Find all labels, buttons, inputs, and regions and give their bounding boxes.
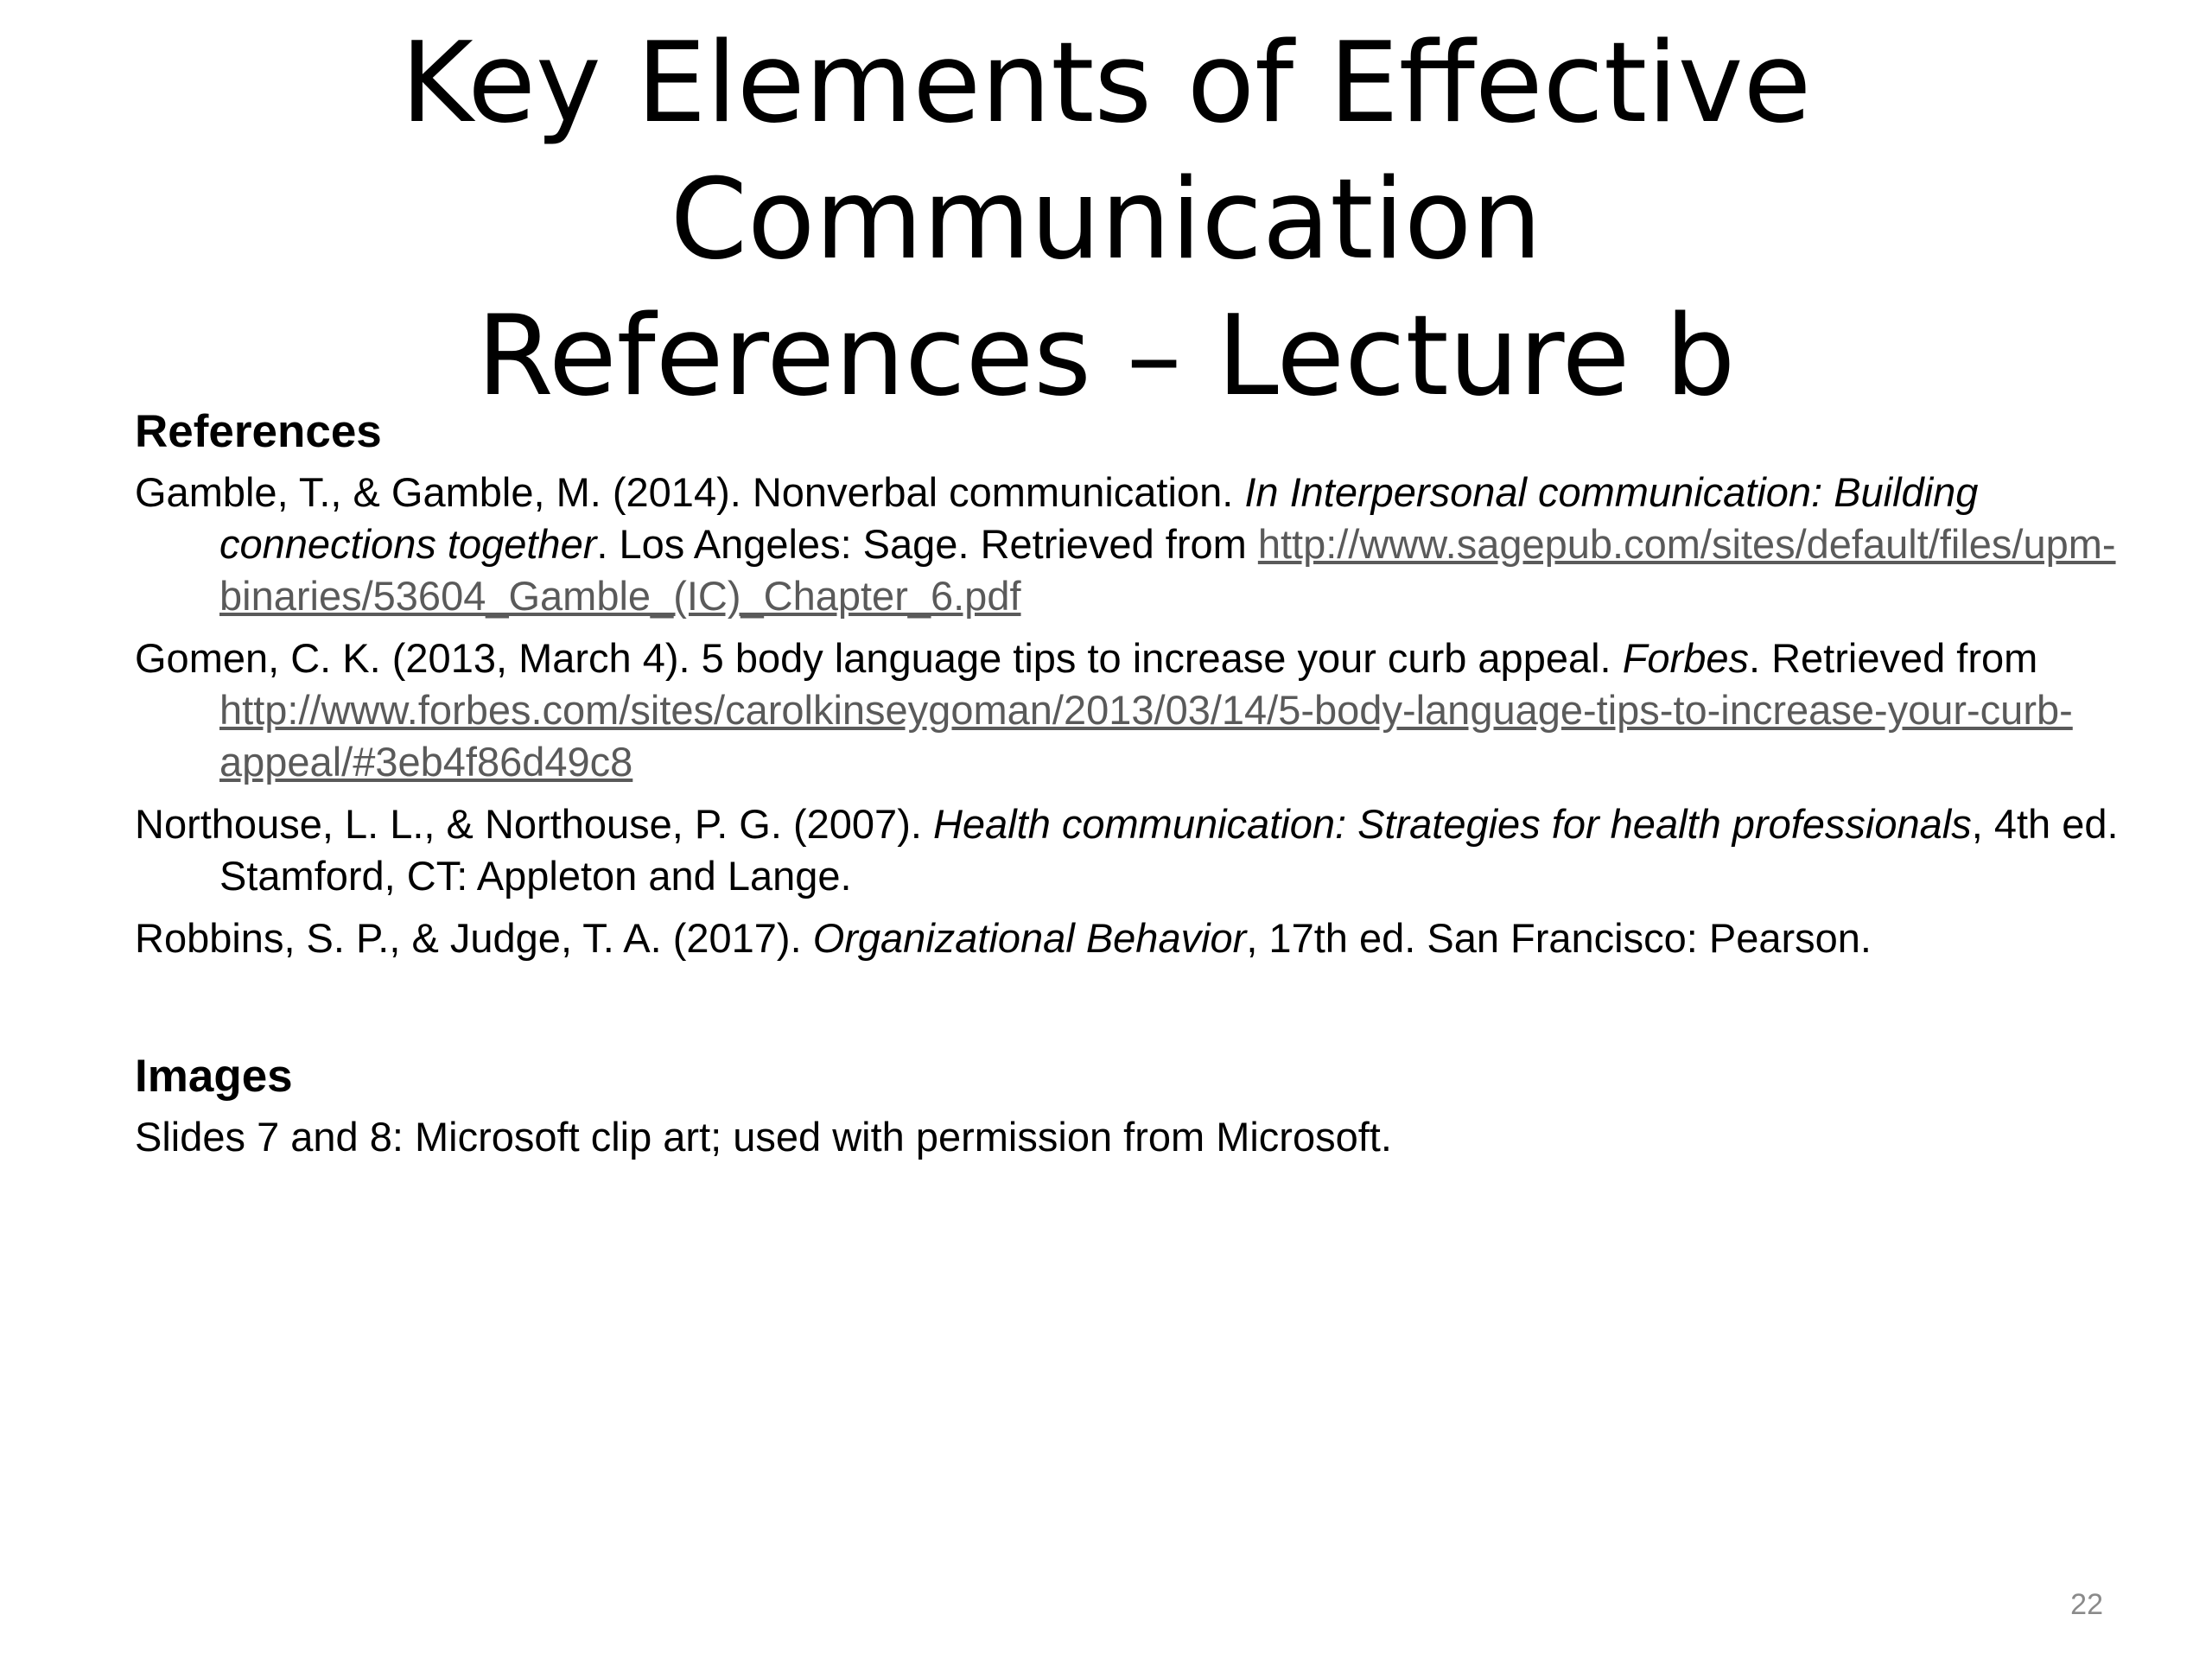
title-line-2: Communication	[670, 156, 1542, 284]
reference-link[interactable]: http://www.sagepub.com/sites/default/files/upm-binaries/53604_Gamble_(IC)_Chapter_6.pdf	[219, 521, 2116, 619]
reference-italic-title: In Interpersonal communication: Building connections together	[219, 469, 1979, 567]
images-heading: Images	[135, 1051, 293, 1102]
reference-item	[135, 467, 2122, 622]
reference-link[interactable]: http://www.forbes.com/sites/carolkinseygoman/2013/03/14/5-body-language-tips-to-increase-your-curb-appeal/#3eb4f86d49c8	[219, 687, 2073, 785]
title-line-3: References – Lecture b	[476, 292, 1736, 421]
reference-authors: Robbins, S. P., & Judge, T. A. (2017).	[135, 915, 813, 961]
reference-italic-title: Forbes	[1622, 635, 1749, 681]
references-section	[135, 404, 2122, 964]
reference-publisher: , 4th ed. Stamford, CT: Appleton and Lange.	[219, 801, 2119, 899]
images-section	[135, 1049, 2122, 1163]
reference-italic-title: Health communication: Strategies for health professionals	[932, 801, 1972, 847]
reference-authors: Northouse, L. L., & Northouse, P. G. (2007).	[135, 801, 933, 847]
reference-item	[135, 632, 2122, 788]
reference-italic-title: Organizational Behavior	[812, 915, 1247, 961]
slide-title	[0, 16, 2212, 425]
reference-publisher: . Retrieved from	[1748, 635, 2038, 681]
images-credit-text: Slides 7 and 8: Microsoft clip art; used with permission from Microsoft.	[135, 1114, 1392, 1160]
reference-publisher: . Los Angeles: Sage. Retrieved from	[596, 521, 1258, 567]
reference-authors: Gamble, T., & Gamble, M. (2014). Nonverbal communication.	[135, 469, 1245, 515]
slide-number: 22	[2070, 1588, 2103, 1621]
references-list	[135, 467, 2122, 964]
reference-item	[135, 798, 2122, 902]
references-heading: References	[135, 406, 382, 457]
reference-item	[135, 912, 2122, 964]
slide-content	[135, 404, 2122, 1163]
reference-authors: Gomen, C. K. (2013, March 4). 5 body language tips to increase your curb appeal.	[135, 635, 1623, 681]
reference-publisher: , 17th ed. San Francisco: Pearson.	[1246, 915, 1872, 961]
title-line-1: Key Elements of Effective	[400, 19, 1812, 148]
